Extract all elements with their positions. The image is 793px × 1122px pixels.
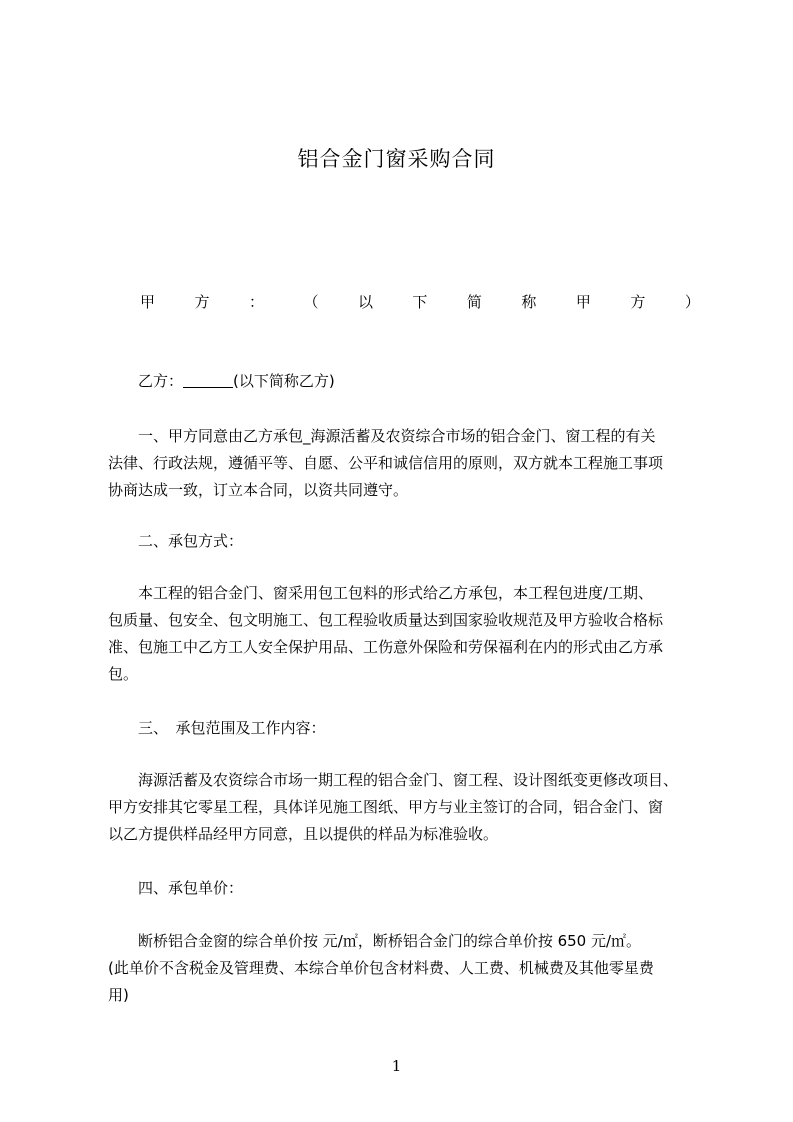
party-a-char: ） — [684, 293, 700, 311]
section2-line3: 准、包施工中乙方工人安全保护用品、工伤意外保险和劳保福利在内的形式由乙方承 — [108, 638, 664, 656]
party-a-char: 甲 — [575, 293, 591, 311]
party-a-char: 方 — [194, 293, 210, 311]
party-a-char: （ — [303, 293, 319, 311]
party-a-char: 下 — [412, 293, 428, 311]
section2-heading: 二、承包方式： — [138, 532, 244, 550]
party-a-char: 以 — [357, 293, 373, 311]
party-b-line — [138, 369, 718, 393]
party-a-char: 简 — [466, 293, 482, 311]
section2-line4: 包。 — [108, 665, 139, 683]
section4-heading: 四、承包单价： — [138, 879, 244, 897]
section1-line1: 一、甲方同意由乙方承包_海源活蓄及农资综合市场的铝合金门、窗工程的有关 — [138, 427, 656, 445]
party-b-suffix: (以下简称乙方) — [233, 372, 335, 390]
page-number: 1 — [391, 1057, 402, 1075]
section2-line2: 包质量、包安全、包文明施工、包工程验收质量达到国家验收规范及甲方验收合格标 — [108, 611, 664, 629]
party-a-char: 称 — [521, 293, 537, 311]
party-a-line — [140, 291, 700, 312]
party-a-char: 甲 — [140, 293, 156, 311]
section1-line2: 法律、行政法规，遵循平等、自愿、公平和诚信信用的原则，双方就本工程施工事项 — [108, 454, 664, 472]
party-a-char: ： — [248, 293, 264, 311]
party-b-label: 乙方： — [138, 372, 184, 390]
section3-line1: 海源活蓄及农资综合市场一期工程的铝合金门、窗工程、设计图纸变更修改项目、 — [138, 771, 679, 789]
section4-line1: 断桥铝合金窗的综合单价按 元/㎡，断桥铝合金门的综合单价按 650 元/㎡。 — [138, 932, 642, 950]
section3-heading: 三、 承包范围及工作内容： — [138, 719, 326, 737]
section4-line2: (此单价不含税金及管理费、本综合单价包含材料费、人工费、机械费及其他零星费 — [108, 959, 654, 977]
section1-line3: 协商达成一致，订立本合同，以资共同遵守。 — [108, 481, 409, 499]
section2-line1: 本工程的铝合金门、窗采用包工包料的形式给乙方承包，本工程包进度/工期、 — [138, 584, 654, 602]
party-b-blank — [183, 371, 233, 388]
section3-line2: 甲方安排其它零星工程，具体详见施工图纸、甲方与业主签订的合同，铝合金门、窗 — [108, 798, 664, 816]
party-a-char: 方 — [630, 293, 646, 311]
document-title: 铝合金门窗采购合同 — [297, 147, 496, 171]
section4-line3: 用) — [108, 986, 129, 1004]
section3-line3: 以乙方提供样品经甲方同意，且以提供的样品为标准验收。 — [108, 825, 499, 843]
